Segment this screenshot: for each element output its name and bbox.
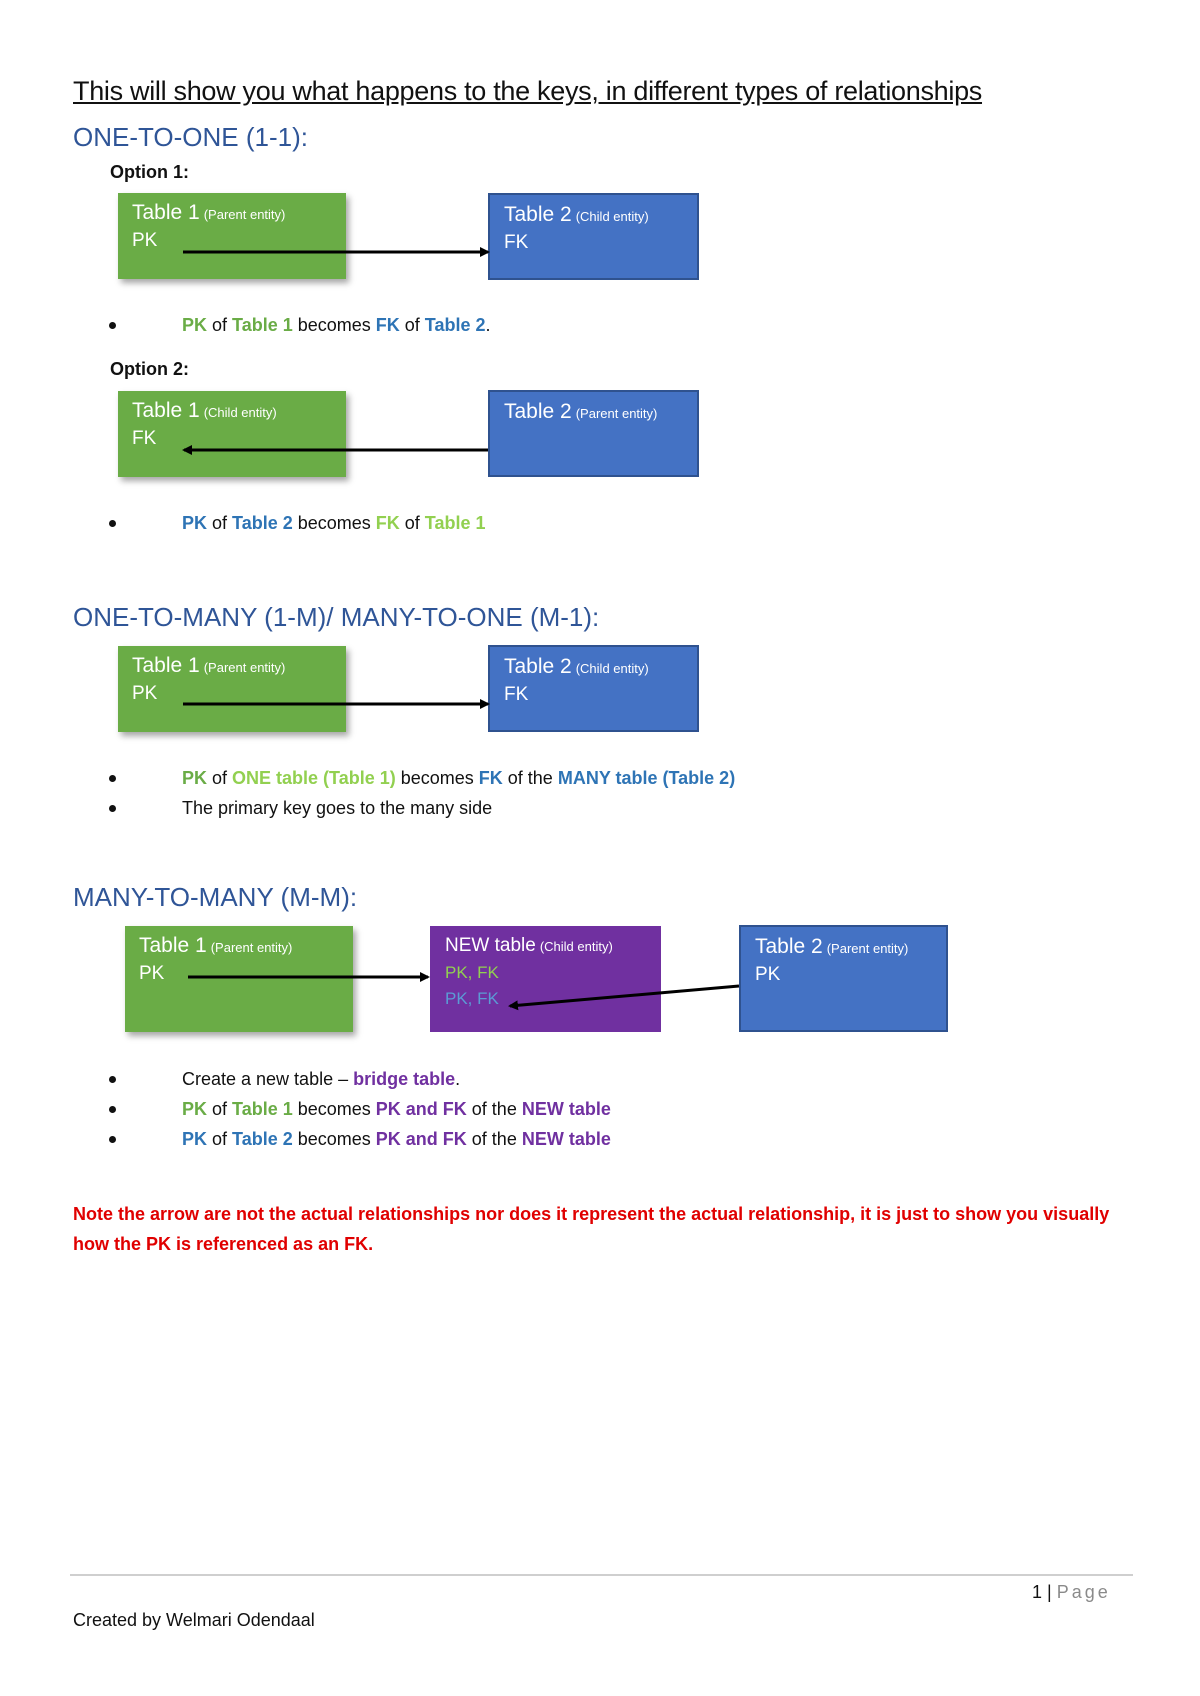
text: of (207, 513, 233, 533)
text: of the (466, 1099, 522, 1119)
table-name: Table 2 (232, 1129, 293, 1149)
entity-subtitle: (Parent entity) (826, 941, 909, 956)
note-text: Note the arrow are not the actual relationships nor does it represent the actual relationship, it is just to show you visually how the PK is referenced as an FK. (73, 1204, 1110, 1254)
text: becomes (292, 513, 376, 533)
arrow-pk-to-fk (510, 986, 739, 1006)
page-number (1032, 1582, 1111, 1603)
entity-key: PK (139, 963, 165, 984)
table-name: Table 2 (424, 315, 486, 335)
key-text: FK (478, 768, 503, 788)
entity-subtitle: (Parent entity) (203, 660, 286, 675)
section-heading-many-to-many: MANY-TO-MANY (M-M): (73, 882, 358, 912)
entity-title: Table 1 (132, 399, 200, 422)
table-name: Table 1 (232, 1099, 293, 1119)
table-name: Table 2 (232, 513, 293, 533)
page-number-value: 1 (1032, 1582, 1043, 1602)
footer-credit: Created by Welmari Odendaal (73, 1610, 315, 1630)
key-text: PK (182, 1099, 208, 1119)
table-name: MANY table (Table 2) (557, 768, 736, 788)
key-text: FK (375, 315, 400, 335)
text: of (207, 768, 233, 788)
entity-key-1: PK, FK (445, 963, 499, 982)
page-label: Page (1056, 1582, 1111, 1602)
section-heading-one-to-many: ONE-TO-MANY (1-M)/ MANY-TO-ONE (M-1): (73, 602, 600, 632)
text: of (399, 513, 425, 533)
section-heading-one-to-one: ONE-TO-ONE (1-1): (73, 122, 308, 152)
entity-title: Table 1 (139, 934, 207, 957)
option-2-label: Option 2: (110, 359, 189, 379)
term: bridge table (353, 1069, 456, 1089)
key-text: PK and FK (375, 1099, 467, 1119)
text: . (485, 315, 491, 335)
entity-subtitle: (Parent entity) (575, 406, 658, 421)
entity-key-2: PK, FK (445, 989, 499, 1008)
entity-key: FK (132, 428, 157, 449)
footer-divider (70, 1574, 1133, 1576)
page-separator: | (1042, 1582, 1057, 1602)
entity-subtitle: (Child entity) (575, 661, 649, 676)
key-text: FK (375, 513, 400, 533)
key-text: PK and FK (375, 1129, 467, 1149)
table-name: Table 1 (424, 513, 486, 533)
entity-title: Table 1 (132, 201, 200, 224)
table-name: Table 1 (232, 315, 293, 335)
key-text: PK (182, 513, 208, 533)
entity-title: Table 1 (132, 654, 200, 677)
entity-title: NEW table (445, 935, 536, 956)
entity-subtitle: (Parent entity) (210, 940, 293, 955)
text: becomes (292, 1099, 376, 1119)
entity-title: Table 2 (504, 203, 572, 226)
text: of (207, 315, 233, 335)
text: of (399, 315, 425, 335)
entity-key: FK (504, 684, 529, 705)
text: The primary key goes to the many side (182, 798, 493, 818)
table-name: ONE table (Table 1) (232, 768, 396, 788)
entity-key: PK (132, 230, 158, 251)
text: becomes (395, 768, 479, 788)
entity-key: FK (504, 232, 529, 253)
text: of (207, 1129, 233, 1149)
key-text: PK (182, 768, 208, 788)
entity-subtitle: (Child entity) (203, 405, 277, 420)
entity-title: Table 2 (504, 655, 572, 678)
entity-title: Table 2 (755, 935, 823, 958)
entity-key: PK (755, 964, 781, 985)
page-title: This will show you what happens to the keys, in different types of relationships (73, 76, 983, 106)
table-name: NEW table (521, 1099, 611, 1119)
entity-subtitle: (Child entity) (575, 209, 649, 224)
text: of the (502, 768, 558, 788)
option-1-label: Option 1: (110, 162, 189, 182)
table-name: NEW table (521, 1129, 611, 1149)
entity-title: Table 2 (504, 400, 572, 423)
text: becomes (292, 315, 376, 335)
key-text: PK (182, 1129, 208, 1149)
entity-subtitle: (Parent entity) (203, 207, 286, 222)
text: Create a new table – (182, 1069, 354, 1089)
entity-subtitle: (Child entity) (539, 939, 613, 954)
entity-key: PK (132, 683, 158, 704)
text: becomes (292, 1129, 376, 1149)
text: of (207, 1099, 233, 1119)
text: . (455, 1069, 461, 1089)
text: of the (466, 1129, 522, 1149)
key-text: PK (182, 315, 208, 335)
